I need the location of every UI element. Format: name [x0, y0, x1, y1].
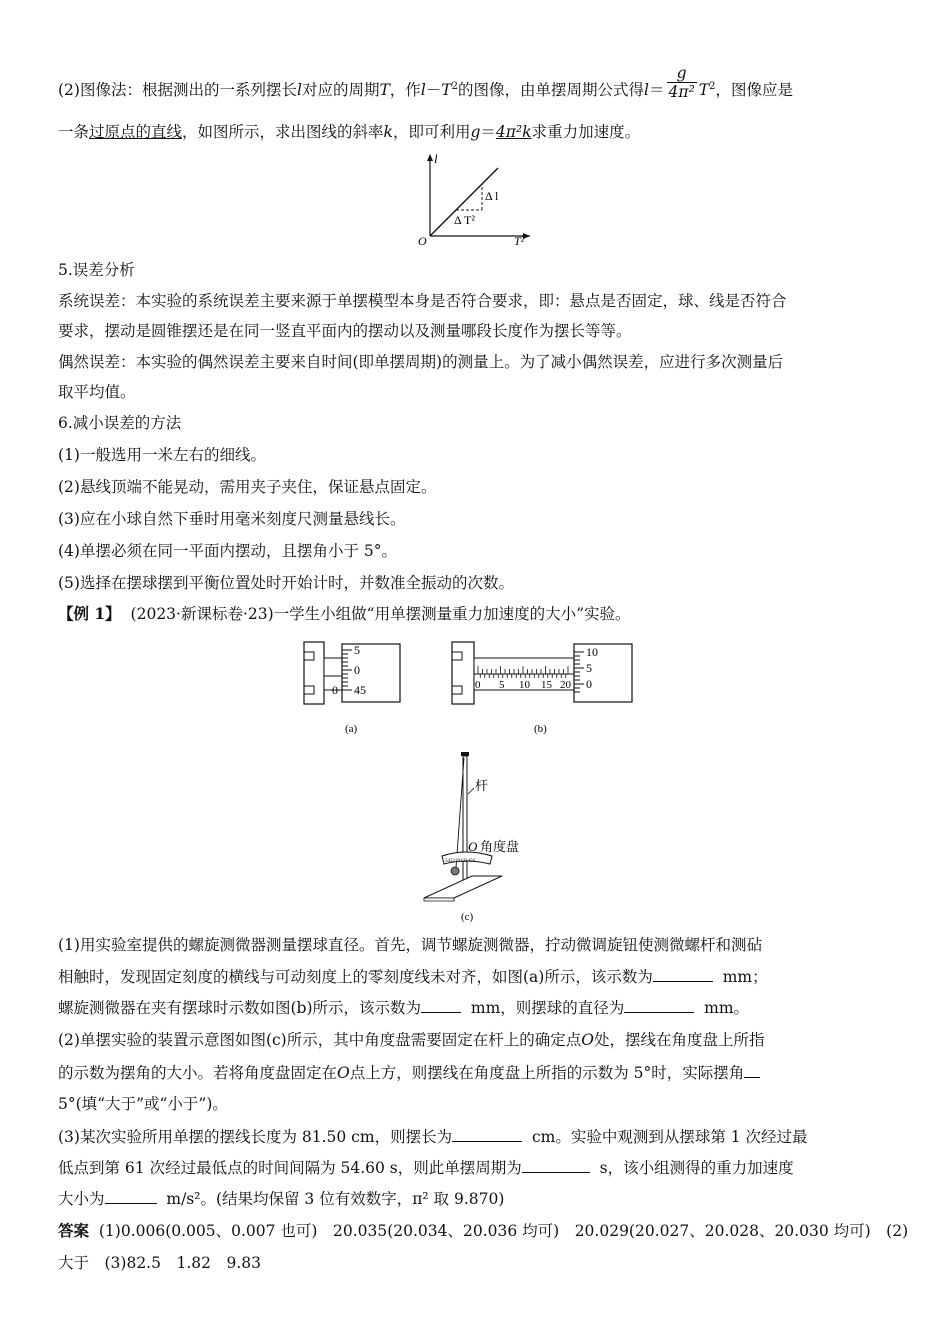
example-header: [58, 603, 631, 625]
figure-a-caption: (a): [345, 723, 358, 735]
text: 的示数为摆角的大小。若将角度盘固定在: [58, 1064, 338, 1082]
text: ＝: [649, 81, 665, 100]
var-l: l: [296, 81, 302, 100]
var-k: k: [383, 123, 393, 141]
section5-title: 5.误差分析: [58, 261, 135, 279]
text: ，作: [389, 81, 421, 100]
text: 求重力加速度。: [531, 123, 641, 141]
var-T: T: [379, 81, 390, 100]
q1-line2: [58, 965, 768, 988]
q1-line3: [58, 996, 749, 1019]
delta-T-label: Δ T²: [454, 213, 475, 227]
point-O-label: O: [468, 839, 478, 854]
section6-item: (3)应在小球自然下垂时用毫米刻度尺测量悬线长。: [58, 510, 406, 528]
origin-label: O: [418, 234, 427, 248]
answer-line1: [58, 1220, 908, 1242]
answer-blank[interactable]: [421, 996, 461, 1013]
var-l: l: [644, 81, 649, 100]
angle-dial-marks: 543210123456: [445, 859, 475, 864]
main-scale-label: 20: [560, 679, 571, 691]
example-label: 【例 1】: [58, 604, 121, 623]
text: 的图像，由单摆周期公式得: [458, 81, 645, 100]
text: m/s²。(结果均保留 3 位有效数字，π² 取 9.870): [166, 1190, 505, 1208]
section5-accidental-error-line1: 偶然误差：本实验的偶然误差主要来自时间(即单摆周期)的测量上。为了减小偶然误差，应进行多次测量后: [58, 353, 784, 371]
y-axis-arrow-icon: [427, 154, 433, 161]
graph-method-line1: (2)图像法：根据测出的一系列摆长l对应的周期T，作$l-T^2$的图像，由单摆周期公式得l＝ $\frac{g}{\text{4π²}}$ $T^2$，图像应是: [58, 63, 794, 101]
pendulum-bob: [451, 867, 459, 875]
figure-a-micrometer: [300, 638, 410, 736]
point-O: O: [581, 1031, 594, 1049]
fraction-denominator: 4π²: [668, 82, 695, 101]
thimble-tick-label: 5: [354, 643, 360, 657]
rod-leader-line: [468, 788, 474, 794]
period-fraction: [667, 64, 697, 101]
figure-c-pendulum: [420, 748, 540, 924]
text: mm，则摆球的直径为: [470, 999, 625, 1017]
fraction-numerator: g: [667, 64, 697, 83]
text: 一条: [58, 123, 90, 141]
l-T2-graph: [410, 148, 540, 248]
section5-system-error-line2: 要求，摆动是圆锥摆还是在同一竖直平面内的摆动以及测量哪段长度作为摆长等等。: [58, 322, 632, 340]
text: (2)单摆实验的装置示意图如图(c)所示，其中角度盘需要固定在杆上的确定点: [58, 1031, 582, 1049]
text: 对应的周期: [301, 81, 380, 100]
q2-line1: [58, 1029, 764, 1051]
text: mm。: [704, 999, 750, 1017]
x-axis-label: T²: [514, 234, 525, 248]
thimble: [342, 644, 400, 702]
anvil-frame: [304, 642, 324, 704]
answer-blank[interactable]: [452, 1125, 522, 1142]
underlined-answer: 过原点的直线: [89, 123, 183, 141]
answer-blank[interactable]: [624, 996, 694, 1013]
section5-system-error-line1: 系统误差：本实验的系统误差主要来源于单摆模型本身是否符合要求，即：悬点是否固定，球、线是否符合: [58, 292, 787, 310]
text: ，图像应是: [715, 81, 794, 100]
main-scale-label: 5: [499, 679, 505, 691]
var-g: g: [470, 123, 481, 141]
q3-line1: [58, 1125, 808, 1148]
anvil-frame: [452, 642, 474, 704]
text: －: [425, 81, 442, 100]
thimble-tick-label: 5: [586, 661, 592, 675]
y-axis-label: l: [434, 151, 438, 166]
answer-blank[interactable]: [105, 1187, 157, 1204]
section6-item: (2)悬线顶端不能晃动，需用夹子夹住，保证悬点固定。: [58, 478, 437, 496]
text: ＝: [480, 123, 496, 141]
answer-line2: 大于 (3)82.5 1.82 9.83: [58, 1254, 261, 1272]
thimble-tick-label: 0: [586, 677, 592, 691]
text: 低点到第 61 次经过最低点的时间间隔为 54.60 s，则此单摆周期为: [58, 1159, 522, 1177]
text: 点上方，则摆线在角度盘上所指的示数为 5°时，实际摆角: [349, 1064, 745, 1082]
base-plate-edge: [424, 898, 454, 901]
q3-line3: [58, 1187, 504, 1210]
answer-blank[interactable]: [653, 965, 713, 982]
figure-c-caption: (c): [461, 911, 474, 923]
text: ，即可利用: [392, 123, 471, 141]
text: (2)图像法：根据测出的一系列摆长: [58, 81, 297, 100]
section6-item: (1)一般选用一米左右的细线。: [58, 446, 266, 464]
point-O: O: [337, 1064, 350, 1082]
text: ，如图所示，求出图线的斜率: [182, 123, 384, 141]
thimble-tick-label: 0: [354, 663, 360, 677]
rod-label: 杆: [475, 778, 489, 793]
q2-line2: [58, 1061, 760, 1084]
thimble: [574, 644, 632, 702]
var-l: l: [420, 81, 426, 100]
rod-clamp: [461, 752, 469, 756]
thimble-tick-label: 10: [586, 645, 598, 659]
underlined-answer: 4π²k: [495, 123, 532, 141]
section6-title: 6.减小误差的方法: [58, 414, 182, 432]
figure-b-caption: (b): [534, 723, 547, 735]
text: 大小为: [58, 1190, 105, 1208]
section5-accidental-error-line2: 取平均值。: [58, 383, 136, 401]
text: (3)某次实验所用单摆的摆线长度为 81.50 cm，则摆长为: [58, 1128, 453, 1146]
var-T: T: [441, 81, 452, 100]
graph-method-line2: [58, 121, 640, 143]
sleeve-zero-label: 0: [332, 683, 338, 697]
section6-item: (4)单摆必须在同一平面内摆动，且摆角小于 5°。: [58, 542, 397, 560]
q3-line2: [58, 1156, 794, 1179]
example-text: (2023·新课标卷·23)一学生小组做“用单摆测量重力加速度的大小”实验。: [130, 605, 631, 623]
answer-label: 答案: [58, 1221, 90, 1240]
dial-label: 角度盘: [480, 839, 520, 854]
main-scale-label: 10: [519, 679, 530, 691]
text: 处，摆线在角度盘上所指: [593, 1031, 765, 1049]
text: s，该小组测得的重力加速度: [599, 1159, 794, 1177]
text: cm。实验中观测到从摆球第 1 次经过最: [531, 1128, 808, 1146]
text: 相触时，发现固定刻度的横线与可动刻度上的零刻度线未对齐，如图(a)所示，该示数为: [58, 968, 653, 986]
q1-line1: (1)用实验室提供的螺旋测微器测量摆球直径。首先，调节螺旋测微器，拧动微调旋钮使测微螺杆和测砧: [58, 936, 762, 954]
text: 螺旋测微器在夹有摆球时示数如图(b)所示，该示数为: [58, 999, 422, 1017]
main-scale-label: 15: [541, 679, 552, 691]
section6-item: (5)选择在摆球摆到平衡位置处时开始计时，并数准全振动的次数。: [58, 574, 514, 592]
answer-blank[interactable]: [522, 1156, 590, 1173]
figure-b-micrometer: [448, 638, 638, 736]
text: mm；: [722, 968, 768, 986]
main-scale-label: 0: [475, 679, 481, 691]
thimble-tick-label: 45: [354, 683, 366, 697]
q2-line3: 5°(填“大于”或“小于”)。: [58, 1095, 228, 1113]
answer-text: (1)0.006(0.005、0.007 也可) 20.035(20.034、20.036 均可) 20.029(20.027、20.028、20.030 均可) (2): [98, 1222, 909, 1240]
var-T: T: [698, 81, 710, 100]
delta-l-label: Δ l: [485, 189, 499, 203]
answer-blank[interactable]: [744, 1061, 760, 1078]
